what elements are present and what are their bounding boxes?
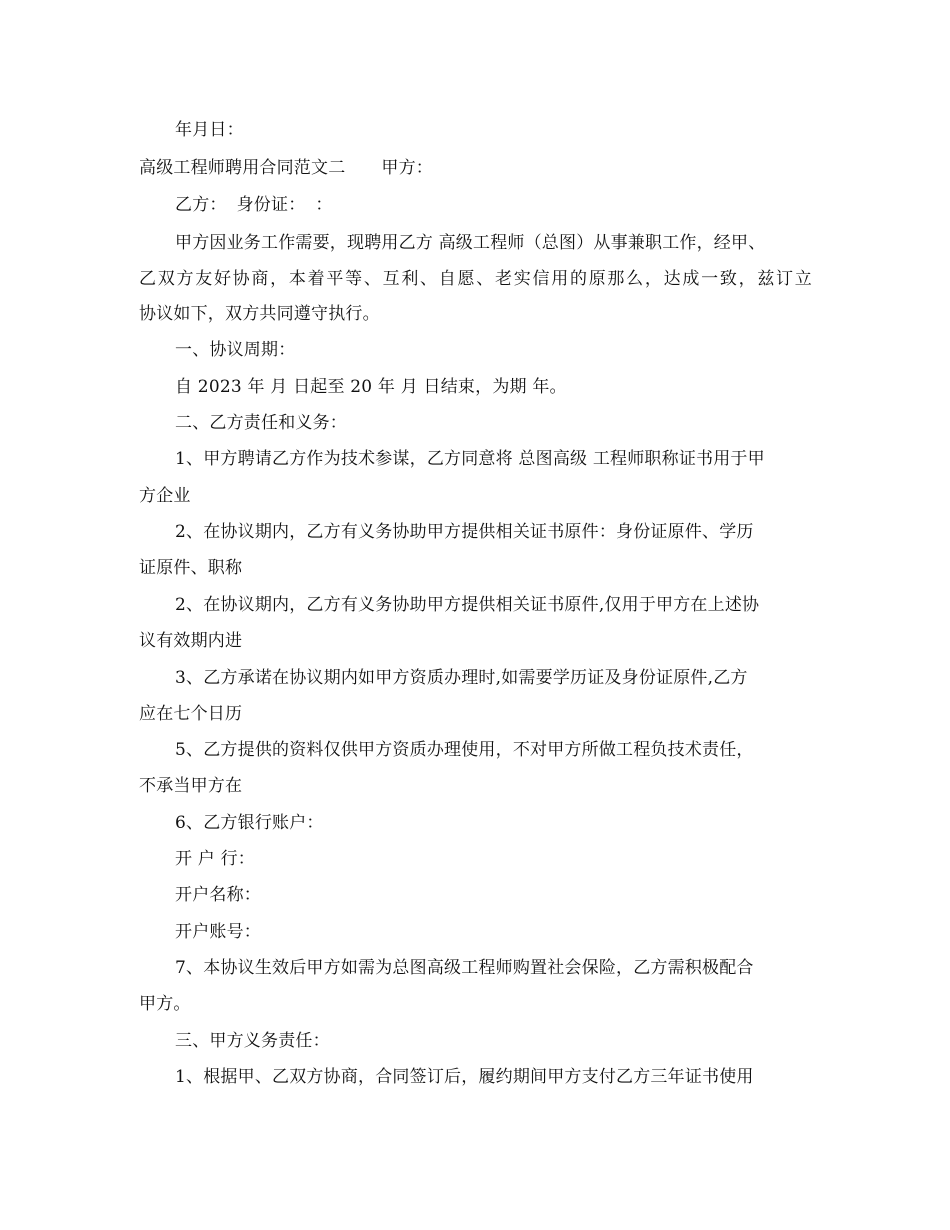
section-heading: 二、乙方责任和义务： [175,413,347,433]
list-item-line: 2、在协议期内，乙方有义务协助甲方提供相关证书原件,仅用于甲方在上述协 [175,595,760,615]
id-card-colon: ： [315,195,333,215]
list-item-line: 证原件、职称 [139,558,243,578]
section-heading: 三、甲方义务责任： [175,1031,330,1051]
list-item-line: 议有效期内进 [139,631,243,651]
list-item-line: 3、乙方承诺在协议期内如甲方资质办理时,如需要学历证及身份证原件,乙方 [175,668,748,688]
party-b-line [175,194,855,216]
list-item-line: 应在七个日历 [139,704,243,724]
date-line: 年月日： [175,120,244,140]
id-card-label: 身份证： [236,195,306,215]
bank-field-label: 开户账号： [175,922,261,942]
list-item-line: 2、在协议期内，乙方有义务协助甲方提供相关证书原件：身份证原件、学历 [175,522,754,542]
paragraph-line: 自 2023 年 月 日起至 20 年 月 日结束，为期 年。 [175,377,567,397]
bank-field-label: 开 户 行： [175,849,256,869]
party-a-label: 甲方： [381,158,434,178]
list-item-line: 不承当甲方在 [139,776,243,796]
list-item-line: 6、乙方银行账户： [175,813,324,833]
section-heading: 一、协议周期： [175,340,296,360]
bank-field-label: 开户名称： [175,885,261,905]
party-b-label: 乙方： [175,195,227,215]
list-item-line: 1、甲方聘请乙方作为技术参谋，乙方同意将 总图高级 工程师职称证书用于甲 [175,449,765,469]
paragraph-line: 协议如下，双方共同遵守执行。 [139,304,380,324]
title-line [139,157,819,179]
list-item-line: 5、乙方提供的资料仅供甲方资质办理使用，不对甲方所做工程负技术责任， [175,740,754,760]
contract-title: 高级工程师聘用合同范文二 [139,158,346,178]
list-item-line: 1、根据甲、乙双方协商，合同签订后，履约期间甲方支付乙方三年证书使用 [175,1067,754,1087]
paragraph-line: 甲方因业务工作需要，现聘用乙方 高级工程师（总图）从事兼职工作，经甲、 [175,233,766,253]
list-item-line: 方企业 [139,486,191,506]
list-item-line: 甲方。 [139,994,191,1014]
list-item-line: 7、本协议生效后甲方如需为总图高级工程师购置社会保险，乙方需积极配合 [175,958,754,978]
paragraph-line: 乙双方友好协商，本着平等、互利、自愿、老实信用的原那么，达成一致，兹订立 [139,269,812,289]
